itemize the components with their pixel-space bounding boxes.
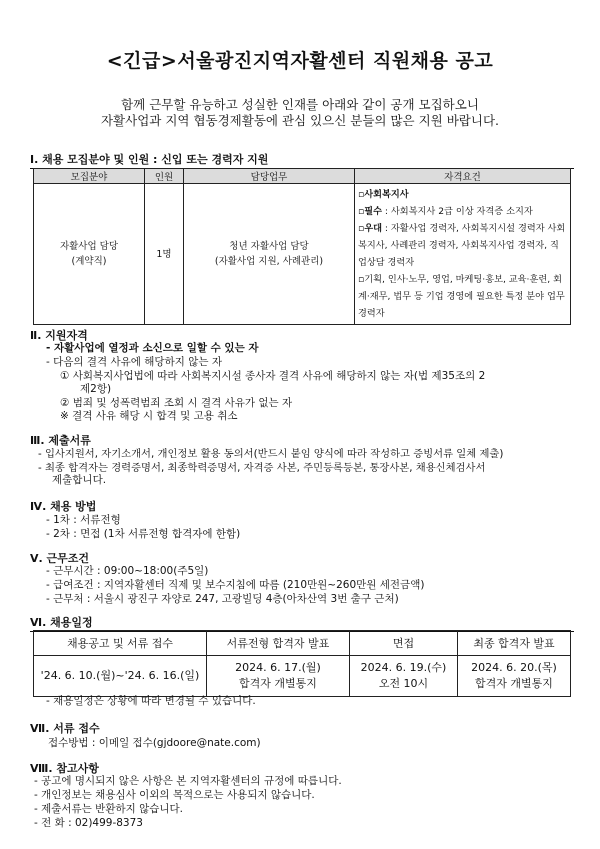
schedule-note: - 채용일정은 상황에 따라 변경될 수 있습니다. bbox=[46, 695, 256, 707]
cell-text: 2024. 6. 20.(목) bbox=[471, 661, 557, 674]
conditions-line-1: - 근무시간 : 09:00~18:00(주5일) bbox=[46, 565, 209, 577]
qualification-line-6: ※ 결격 사유 해당 시 합격 및 고용 취소 bbox=[60, 410, 238, 422]
col-req-header: 자격요건 bbox=[355, 169, 571, 184]
qualification-line-2: - 다음의 결격 사유에 해당하지 않는 자 bbox=[46, 356, 222, 368]
application-method: 접수방법 : 이메일 접수(gjdoore@nate.com) bbox=[48, 737, 261, 749]
schedule-cell-1 bbox=[34, 656, 207, 697]
section-2-heading: Ⅱ. 지원자격 bbox=[30, 329, 88, 342]
schedule-table bbox=[33, 630, 571, 697]
schedule-cell-4 bbox=[458, 656, 571, 697]
requirements-cell bbox=[355, 184, 571, 325]
col-duty-header: 담당업무 bbox=[184, 169, 355, 184]
schedule-col-4: 최종 합격자 발표 bbox=[458, 631, 571, 656]
schedule-header-row bbox=[34, 631, 571, 656]
page-title: <긴급>서울광진지역자활센터 직원채용 공고 bbox=[106, 50, 494, 72]
cell-text: '24. 6. 10.(월)~'24. 6. 16.(일) bbox=[40, 669, 200, 682]
documents-line-2: - 최종 합격자는 경력증명서, 최종학력증명서, 자격증 사본, 주민등록등본, 통장사본, 채용신체검사서 bbox=[38, 462, 486, 474]
qualification-line-5: ② 범죄 및 성폭력범죄 조회 시 결격 사유가 없는 자 bbox=[60, 397, 293, 409]
cell-text: 2024. 6. 19.(수) bbox=[360, 661, 447, 674]
field-cell bbox=[34, 184, 145, 325]
section-4-heading: Ⅳ. 채용 방법 bbox=[30, 500, 97, 513]
table-header-row bbox=[34, 169, 571, 184]
table-row bbox=[34, 184, 571, 325]
intro-line-2: 자활사업과 지역 협동경제활동에 관심 있으신 분들의 많은 지원 바랍니다. bbox=[100, 113, 499, 128]
req-mandatory-text: : 사회복지사 2급 이상 자격증 소지자 bbox=[381, 206, 533, 217]
cell-text: 오전 10시 bbox=[378, 677, 429, 690]
documents-line-1: - 입사지원서, 자기소개서, 개인정보 활용 동의서(반드시 붙임 양식에 따라 작성하고 증빙서류 일체 제출) bbox=[38, 448, 504, 460]
section-1-heading: Ⅰ. 채용 모집분야 및 인원 : 신입 또는 경력자 지원 bbox=[30, 151, 574, 169]
cell-text: 2024. 6. 17.(월) bbox=[235, 661, 321, 674]
req-preferred-label: ▫우대 bbox=[358, 223, 382, 234]
schedule-cell-3 bbox=[350, 656, 458, 697]
duty-name: 청년 자활사업 담당 bbox=[229, 241, 309, 252]
cell-text: 합격자 개별통지 bbox=[475, 677, 553, 690]
section-7-heading: Ⅶ. 서류 접수 bbox=[30, 722, 100, 735]
section-3-heading: Ⅲ. 제출서류 bbox=[30, 434, 91, 447]
documents-line-3: 제출합니다. bbox=[52, 474, 107, 486]
req-title: ▫사회복지사 bbox=[358, 189, 409, 200]
notes-line-3: - 제출서류는 반환하지 않습니다. bbox=[34, 803, 183, 815]
schedule-col-1: 채용공고 및 서류 접수 bbox=[34, 631, 207, 656]
conditions-line-3: - 근무처 : 서울시 광진구 자양로 247, 고광빌딩 4층(아차산역 3번 출구 근처) bbox=[46, 593, 399, 605]
field-name: 자활사업 담당 bbox=[59, 241, 119, 252]
col-field-header: 모집분야 bbox=[34, 169, 145, 184]
notes-line-2: - 개인정보는 채용심사 이외의 목적으로는 사용되지 않습니다. bbox=[34, 789, 315, 801]
schedule-col-3: 면접 bbox=[350, 631, 458, 656]
section-5-heading: Ⅴ. 근무조건 bbox=[30, 552, 90, 565]
count-cell: 1명 bbox=[145, 184, 184, 325]
req-mandatory bbox=[358, 203, 567, 220]
col-count-header: 인원 bbox=[145, 169, 184, 184]
req-mandatory-label: ▫필수 bbox=[358, 206, 382, 217]
intro-line-1: 함께 근무할 유능하고 성실한 인재를 아래와 같이 공개 모집하오니 bbox=[121, 97, 479, 112]
req-preferred bbox=[358, 220, 567, 271]
duty-cell bbox=[184, 184, 355, 325]
req-preferred-text: : 자활사업 경력자, 사회복지시설 경력자 사회복지사, 사례관리 경력자, 사회복지사업 경력자, 직업상담 경력자 bbox=[358, 223, 566, 268]
schedule-cell-2 bbox=[207, 656, 350, 697]
qualification-line-3: ① 사회복지사업법에 따라 사회복지시설 종사자 결격 사유에 해당하지 않는 자(법 제35조의 2 bbox=[60, 370, 486, 382]
notes-line-1: - 공고에 명시되지 않은 사항은 본 지역자활센터의 규정에 따릅니다. bbox=[34, 775, 342, 787]
qualification-line-4: 제2항) bbox=[80, 383, 112, 395]
duty-detail: (자활사업 지원, 사례관리) bbox=[214, 256, 324, 267]
method-line-1: - 1차 : 서류전형 bbox=[46, 514, 121, 526]
cell-text: 합격자 개별통지 bbox=[239, 677, 317, 690]
qualification-line-1: - 자활사업에 열정과 소신으로 일할 수 있는 자 bbox=[46, 342, 259, 354]
schedule-col-2: 서류전형 합격자 발표 bbox=[207, 631, 350, 656]
field-type: (계약직) bbox=[71, 256, 107, 267]
recruitment-table bbox=[33, 168, 571, 325]
req-other: ▫기획, 인사·노무, 영업, 마케팅·홍보, 교육·훈련, 회계·재무, 법무 등 기업 경영에 필요한 특정 분야 업무 경력자 bbox=[358, 274, 565, 319]
schedule-row bbox=[34, 656, 571, 697]
notes-phone: - 전 화 : 02)499-8373 bbox=[34, 817, 143, 829]
method-line-2: - 2차 : 면접 (1차 서류전형 합격자에 한함) bbox=[46, 528, 241, 540]
conditions-line-2: - 급여조건 : 지역자활센터 직제 및 보수지침에 따름 (210만원~260만원 세전금액) bbox=[46, 579, 425, 591]
section-6-heading: Ⅵ. 채용일정 bbox=[30, 614, 574, 632]
section-8-heading: Ⅷ. 참고사항 bbox=[30, 762, 99, 775]
